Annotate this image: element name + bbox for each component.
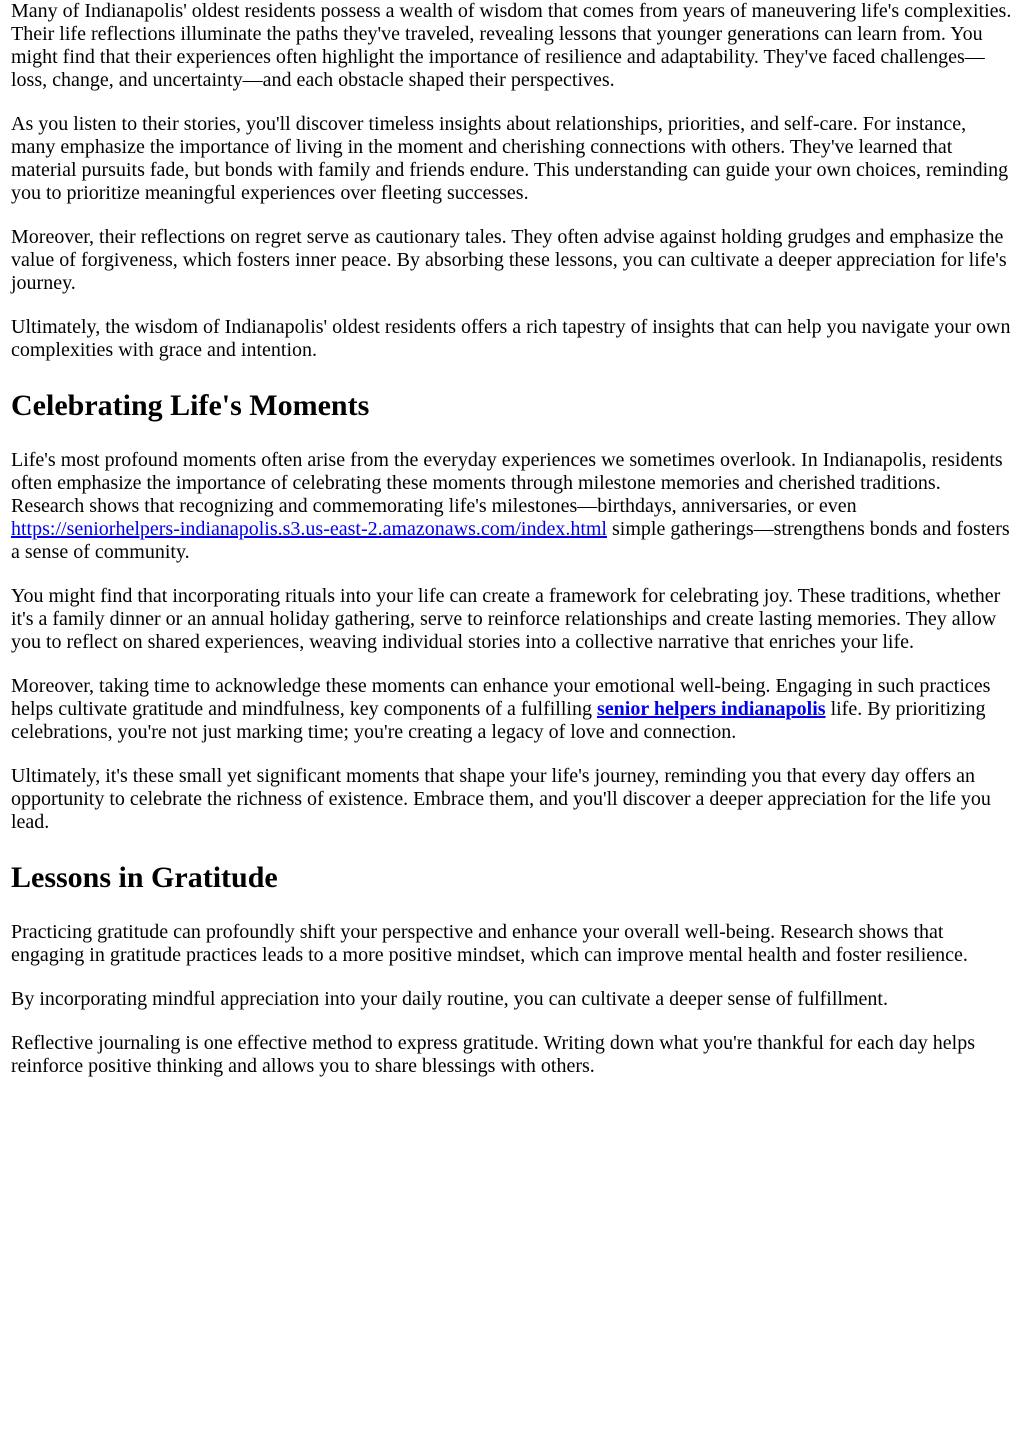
celebrating-paragraph-1-text-before: Life's most profound moments often arise from the everyday experiences we sometimes overlook. In Indianapolis, residents often emphasize the importance of celebrating these moments through milestone memories and cherished traditions. Research shows that recognizing and commemorating life's milestones—birthdays, anniversaries, or even (11, 449, 1003, 517)
celebrating-paragraph-2: You might find that incorporating rituals into your life can create a framework for celebrating joy. These traditions, whether it's a family dinner or an annual holiday gathering, serve to reinforce relationships and create lasting memories. They allow you to reflect on shared experiences, weaving individual stories into a collective narrative that enriches your life. (11, 585, 1001, 653)
senior-helpers-indianapolis-link[interactable]: senior helpers indianapolis (596, 698, 826, 720)
seniorhelpers-url-link[interactable]: https://seniorhelpers-indianapolis.s3.us-east-2.amazonaws.com/index.html (11, 518, 607, 540)
celebrating-paragraph-3-text-before: Moreover, taking time to acknowledge these moments can enhance your emotional well-being. Engaging in such practices helps cultivate gratitude and mindfulness, key components of a fulfilling (11, 675, 991, 720)
celebrating-paragraph-4: Ultimately, it's these small yet significant moments that shape your life's journey, reminding you that every day offers an opportunity to celebrate the richness of existence. Embrace them, and you'll discover a deeper appreciation for the life you lead. (11, 765, 991, 833)
section-heading-gratitude: Lessons in Gratitude (11, 861, 278, 894)
intro-paragraph-2: As you listen to their stories, you'll discover timeless insights about relationships, priorities, and self-care. For instance, many emphasize the importance of living in the moment and cherishing connections with others. They've learned that material pursuits fade, but bonds with family and friends endure. This understanding can guide your own choices, reminding you to prioritize meaningful experiences over fleeting successes. (11, 113, 1009, 204)
gratitude-paragraph-1: Practicing gratitude can profoundly shift your perspective and enhance your overall well-being. Research shows that engaging in gratitude practices leads to a more positive mindset, which can improve mental health and foster resilience. (11, 921, 968, 966)
celebrating-paragraph-1 (11, 449, 1014, 564)
intro-paragraph-3: Moreover, their reflections on regret serve as cautionary tales. They often advise against holding grudges and emphasize the value of forgiveness, which fosters inner peace. By absorbing these lessons, you can cultivate a deeper appreciation for life's journey. (11, 226, 1007, 294)
section-heading-celebrating: Celebrating Life's Moments (11, 389, 370, 422)
celebrating-paragraph-3-text-after: life. By prioritizing celebrations, you're not just marking time; you're creating a legacy of love and connection. (11, 698, 986, 743)
gratitude-paragraph-3: Reflective journaling is one effective method to express gratitude. Writing down what you're thankful for each day helps reinforce positive thinking and allows you to share blessings with others. (11, 1032, 975, 1077)
celebrating-paragraph-1-text-after: simple gatherings—strengthens bonds and fosters a sense of community. (11, 518, 1010, 563)
intro-paragraph-1: Many of Indianapolis' oldest residents possess a wealth of wisdom that comes from years of maneuvering life's complexities. Their life reflections illuminate the paths they've traveled, revealing lessons that younger generations can learn from. You might find that their experiences often highlight the importance of resilience and adaptability. They've faced challenges—loss, change, and uncertainty—and each obstacle shaped their perspectives. (11, 0, 1012, 91)
celebrating-paragraph-3 (11, 675, 1014, 744)
intro-paragraph-4: Ultimately, the wisdom of Indianapolis' oldest residents offers a rich tapestry of insights that can help you navigate your own complexities with grace and intention. (11, 316, 1011, 361)
gratitude-paragraph-2: By incorporating mindful appreciation into your daily routine, you can cultivate a deeper sense of fulfillment. (11, 988, 888, 1010)
